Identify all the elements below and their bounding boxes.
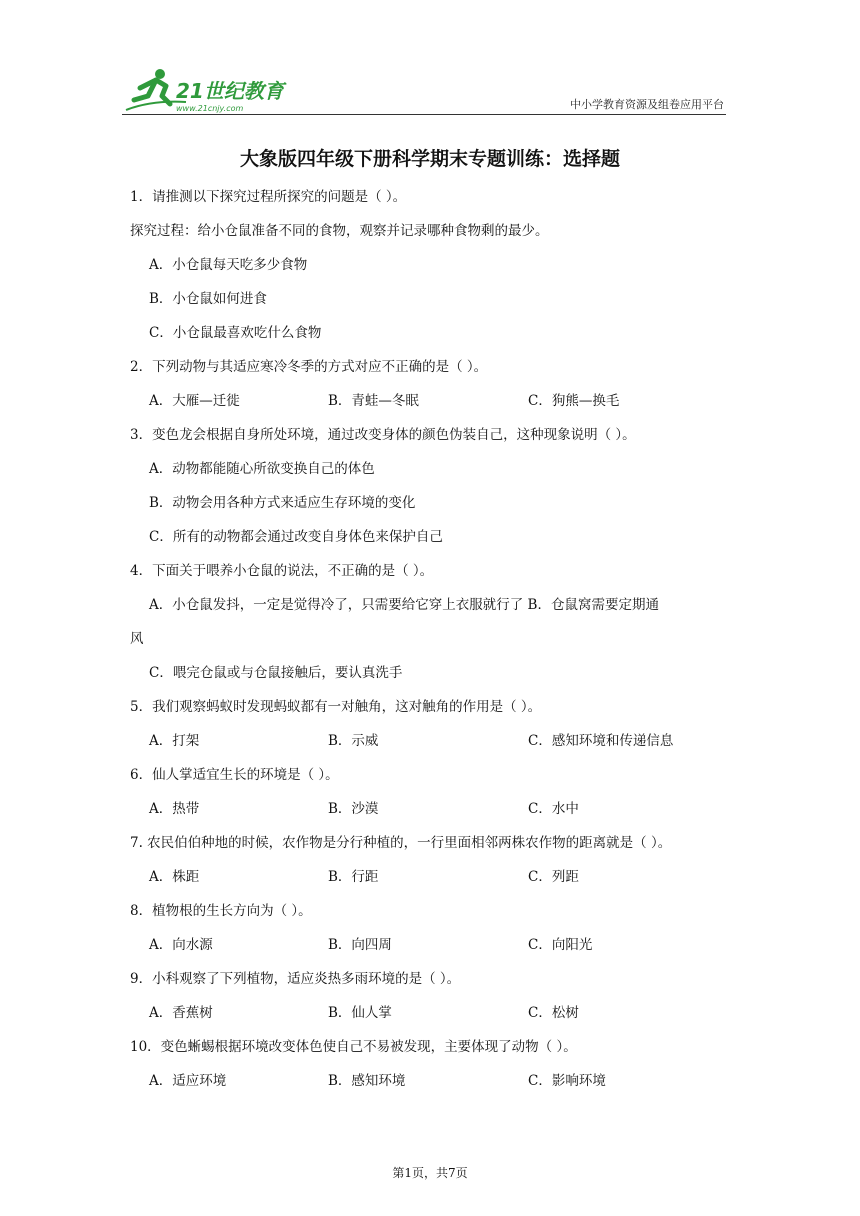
options-row [130,724,740,758]
option-c: C．小仓鼠最喜欢吃什么食物 [149,325,322,341]
option-b-wrap: 风 [130,631,144,647]
question-stem: 9．小科观察了下列植物，适应炎热多雨环境的是（ ）。 [130,971,461,987]
option-a: A．打架 [149,733,200,749]
question-stem: 10．变色蜥蜴根据环境改变体色使自己不易被发现，主要体现了动物（ ）。 [130,1039,577,1055]
question-stem: 2．下列动物与其适应寒冷冬季的方式对应不正确的是（ ）。 [130,359,488,375]
option-a: A．香蕉树 [149,1005,213,1021]
option-a: A．小仓鼠每天吃多少食物 [149,257,308,273]
option-a: A．动物都能随心所欲变换自己的体色 [149,461,375,477]
option-c: C．列距 [528,869,579,885]
option-c: C．向阳光 [528,937,593,953]
options-row [130,860,740,894]
option-c: C．狗熊—换毛 [528,393,620,409]
option-b: B．行距 [328,869,379,885]
option-a: A．适应环境 [149,1073,227,1089]
page-title: 大象版四年级下册科学期末专题训练：选择题 [239,148,620,170]
option-a: A．热带 [149,801,200,817]
header-divider [122,114,726,115]
question-stem: 5．我们观察蚂蚁时发现蚂蚁都有一对触角，这对触角的作用是（ ）。 [130,699,542,715]
option-c: C．影响环境 [528,1073,606,1089]
question-stem: 1．请推测以下探究过程所探究的问题是（ ）。 [130,189,407,205]
platform-name: 中小学教育资源及组卷应用平台 [570,98,724,111]
option-a: A．株距 [149,869,200,885]
question-list [130,180,740,1098]
option-b: B．向四周 [328,937,392,953]
option-c: C．所有的动物都会通过改变自身体色来保护自己 [149,529,443,545]
page-number: 第1页，共7页 [392,1166,468,1180]
option-b: B．仙人掌 [328,1005,392,1021]
option-a-b: A．小仓鼠发抖，一定是觉得冷了，只需要给它穿上衣服就行了 B．仓鼠窝需要定期通 [149,597,659,613]
options-row [130,996,740,1030]
question-stem: 7. 农民伯伯种地的时候，农作物是分行种植的，一行里面相邻两株农作物的距离就是（ ）。 [130,835,672,851]
option-b: B．小仓鼠如何进食 [149,291,267,307]
question-stem: 6．仙人掌适宜生长的环境是（ ）。 [130,767,339,783]
option-a: A．大雁—迁徙 [149,393,240,409]
question-stem: 4．下面关于喂养小仓鼠的说法，不正确的是（ ）。 [130,563,434,579]
option-b: B．动物会用各种方式来适应生存环境的变化 [149,495,416,511]
option-c: C．感知环境和传递信息 [528,733,674,749]
options-row [130,384,740,418]
logo-runner-icon [122,66,292,114]
question-stem: 8．植物根的生长方向为（ ）。 [130,903,312,919]
option-b: B．示威 [328,733,379,749]
logo-url: www.21cnjy.com [176,104,244,113]
option-c: C．水中 [528,801,579,817]
option-a: A．向水源 [149,937,213,953]
options-row [130,792,740,826]
option-c: C．松树 [528,1005,579,1021]
options-row [130,928,740,962]
option-b: B．青蛙—冬眠 [328,393,419,409]
page-header [122,66,726,116]
logo-text: 21世纪教育 [176,79,284,103]
option-c: C．喂完仓鼠或与仓鼠接触后，要认真洗手 [149,665,403,681]
question-context: 探究过程：给小仓鼠准备不同的食物，观察并记录哪种食物剩的最少。 [130,223,549,239]
option-b: B．沙漠 [328,801,379,817]
option-b: B．感知环境 [328,1073,406,1089]
question-stem: 3．变色龙会根据自身所处环境，通过改变身体的颜色伪装自己，这种现象说明（ ）。 [130,427,636,443]
options-row [130,1064,740,1098]
